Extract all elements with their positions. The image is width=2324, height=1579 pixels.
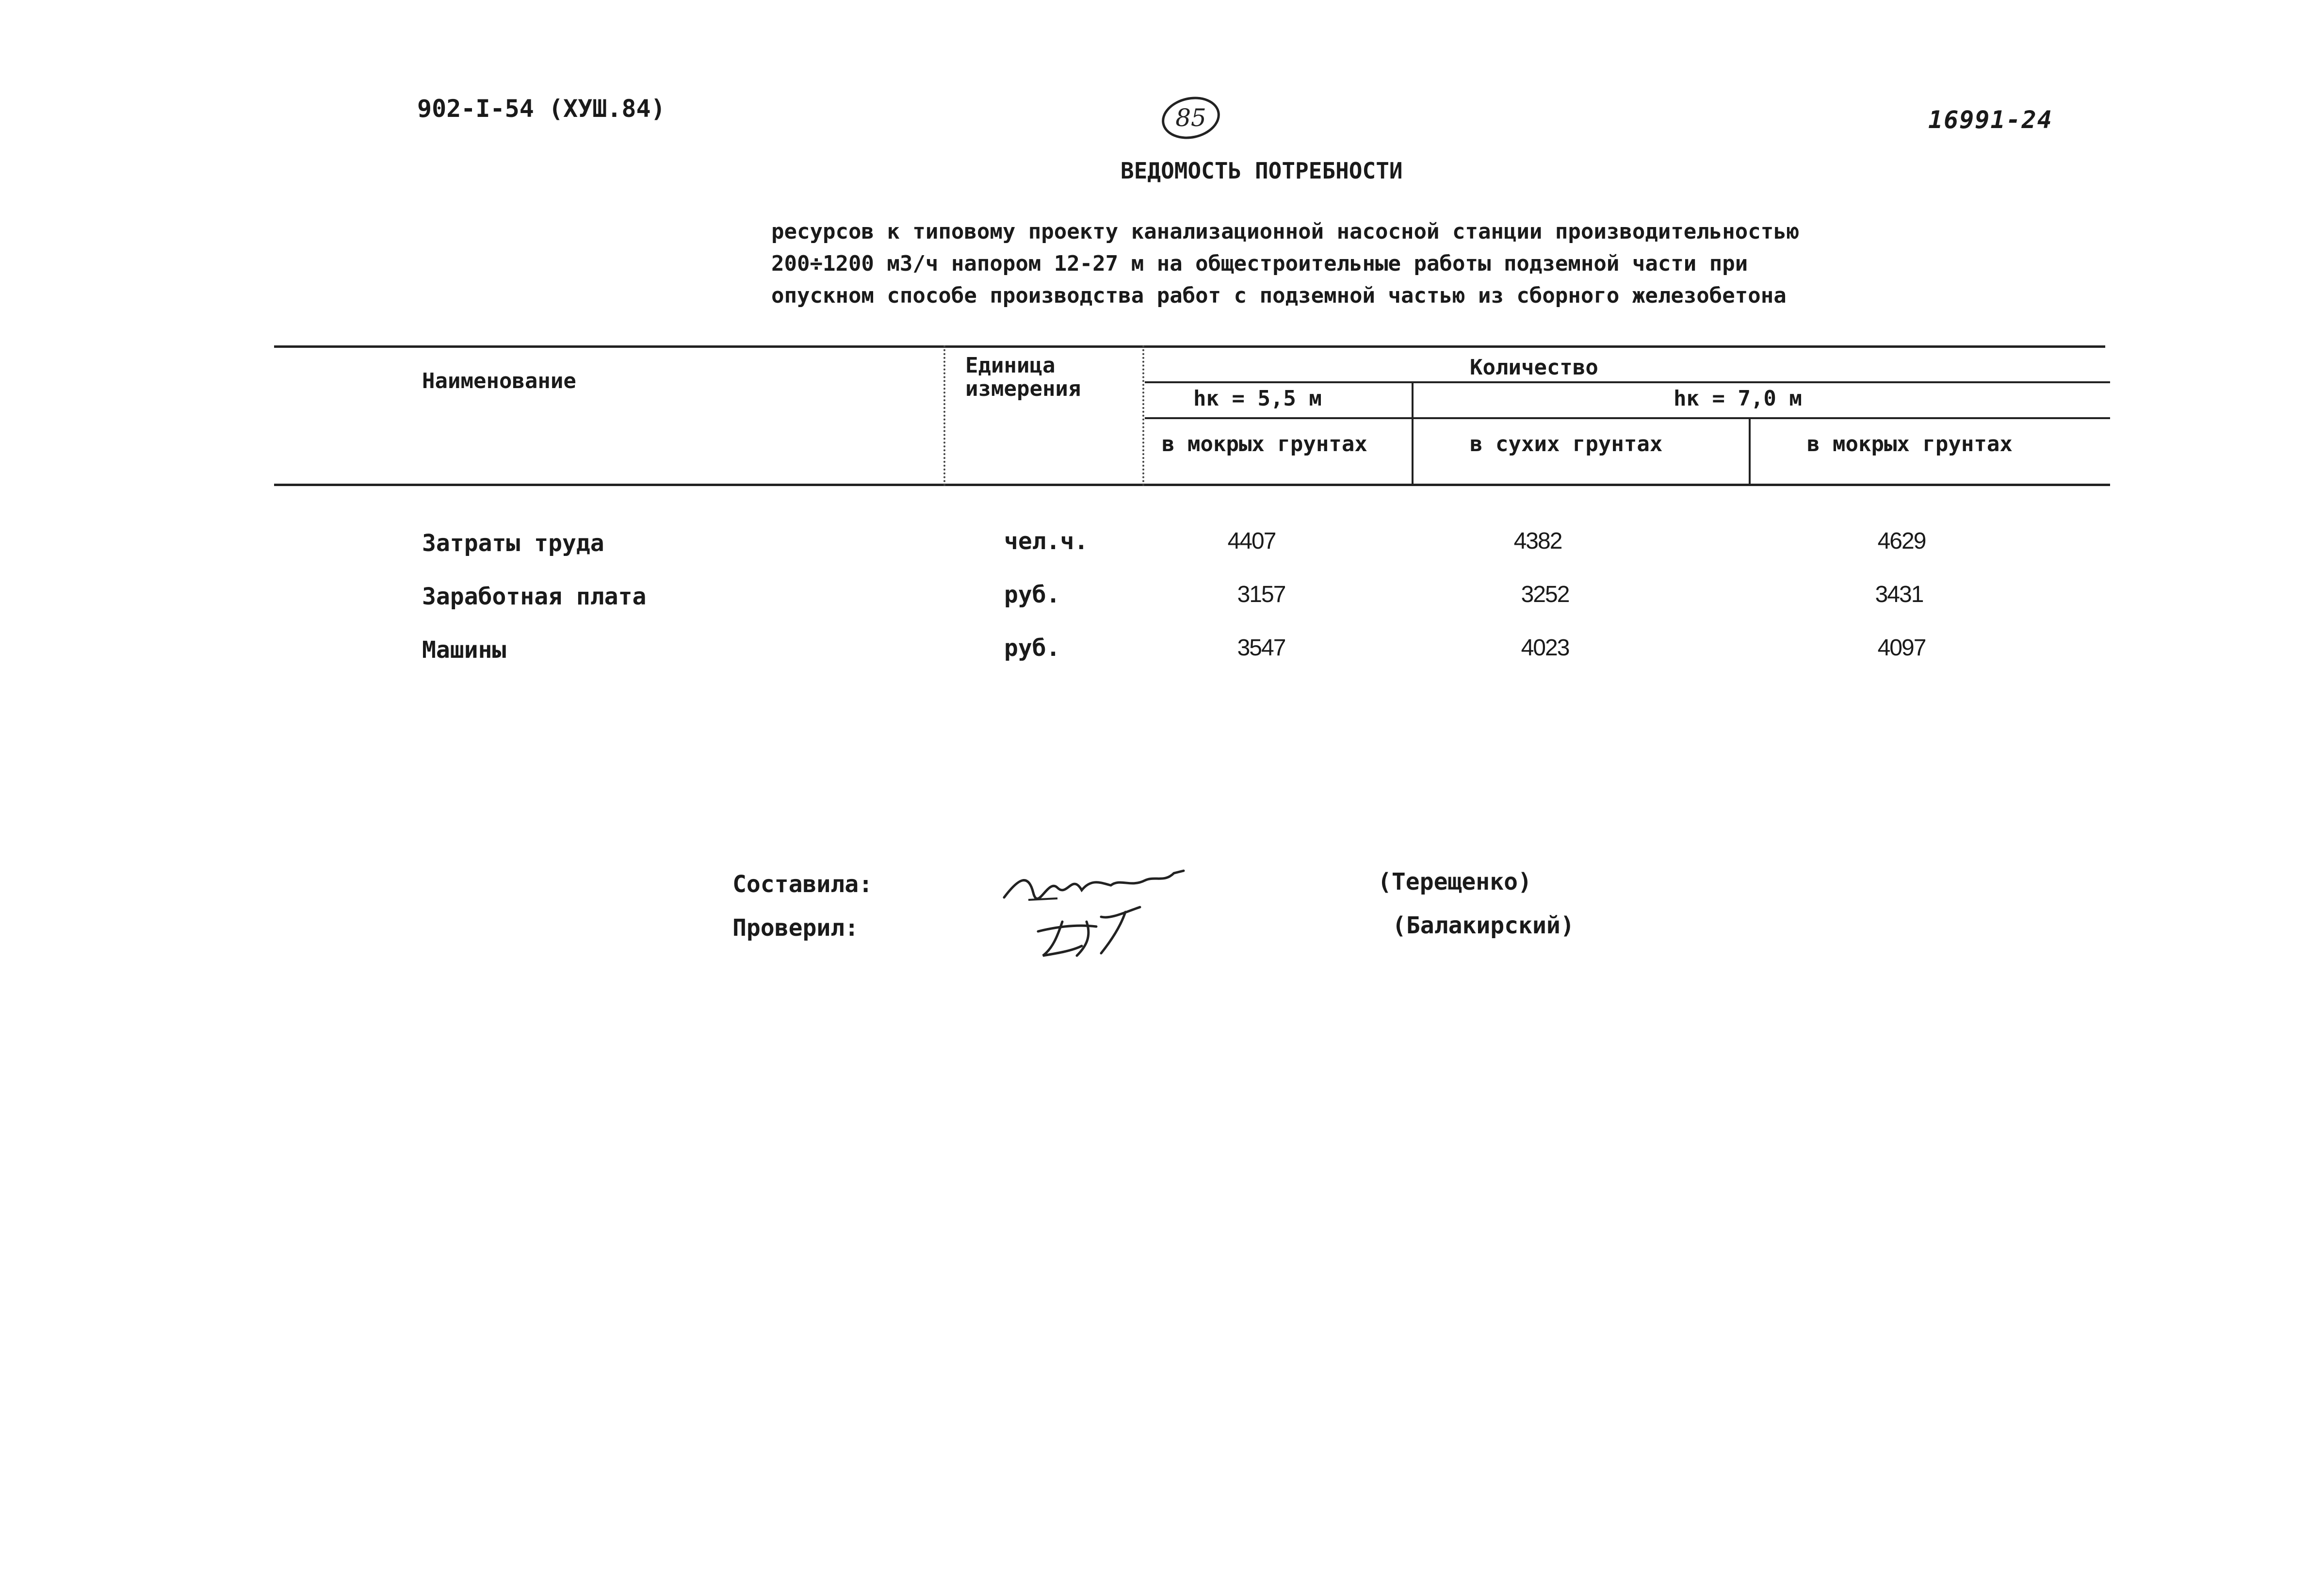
checked-label: Проверил: — [732, 914, 859, 942]
row-name: Машины — [422, 636, 506, 664]
header-group-2: hк = 7,0 м — [1674, 386, 1802, 411]
checked-name: (Балакирский) — [1392, 912, 1575, 939]
checked-signature-icon — [1028, 902, 1154, 960]
document-title: ВЕДОМОСТЬ ПОТРЕБНОСТИ — [1121, 158, 1403, 184]
table-top-rule — [274, 345, 2105, 348]
row-value-1: 3547 — [1237, 635, 1285, 661]
row-value-3: 4097 — [1877, 635, 1926, 661]
row-value-2: 3252 — [1521, 582, 1569, 607]
document-code: 902-I-54 (ХУШ.84) — [417, 95, 666, 123]
row-unit: чел.ч. — [1004, 528, 1089, 555]
row-name: Затраты труда — [422, 530, 604, 557]
row-unit: руб. — [1004, 635, 1060, 662]
description-line-2: 200÷1200 м3/ч напором 12-27 м на общестроительные работы подземной части при — [771, 251, 1748, 276]
row-value-2: 4023 — [1521, 635, 1569, 661]
header-group-1: hк = 5,5 м — [1193, 386, 1322, 411]
divider-unit-qty — [1142, 345, 1144, 486]
row-unit: руб. — [1004, 581, 1060, 608]
header-unit-line1: Единица — [965, 353, 1056, 378]
header-sub-1: в мокрых грунтах — [1162, 432, 1367, 456]
divider-group — [1412, 381, 1414, 486]
compiled-name: (Терещенко) — [1378, 868, 1532, 895]
row-value-1: 4407 — [1227, 528, 1276, 554]
header-bottom-rule — [274, 484, 2110, 486]
page-number-circle-icon — [1157, 91, 1225, 145]
document-description — [771, 216, 1799, 312]
sheet-number: 16991-24 — [1928, 106, 2053, 134]
page-number-text: 85 — [1175, 104, 1206, 132]
row-value-1: 3157 — [1237, 582, 1285, 607]
description-line-1: ресурсов к типовому проекту канализационной насосной станции производительностью — [771, 219, 1800, 244]
group-rule — [1145, 381, 2110, 383]
row-value-2: 4382 — [1513, 528, 1562, 554]
divider-name-unit — [943, 345, 945, 486]
row-value-3: 3431 — [1875, 582, 1923, 607]
description-line-3: опускном способе производства работ с подземной частью из сборного железобетона — [771, 283, 1787, 308]
header-unit — [965, 354, 1081, 401]
header-sub-3: в мокрых грунтах — [1807, 432, 2013, 456]
header-sub-2: в сухих грунтах — [1470, 432, 1663, 456]
header-unit-line2: измерения — [965, 376, 1081, 401]
header-name: Наименование — [422, 369, 576, 393]
row-value-3: 4629 — [1877, 528, 1926, 554]
compiled-label: Составила: — [732, 871, 873, 898]
header-quantity: Количество — [1470, 355, 1598, 380]
subheader-rule — [1145, 417, 2110, 419]
page-number-stamp — [1157, 91, 1225, 145]
divider-sub — [1749, 417, 1751, 486]
row-name: Заработная плата — [422, 583, 647, 610]
